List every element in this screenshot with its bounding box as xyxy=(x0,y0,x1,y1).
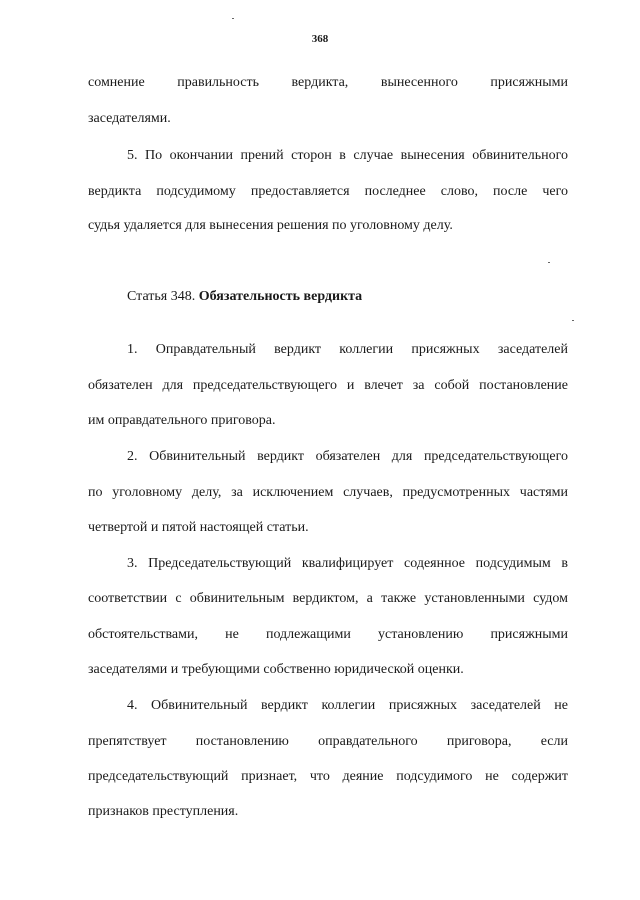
text-line: заседателями и требующими собственно юридической оценки. xyxy=(88,662,464,677)
text-line: обстоятельствами, не подлежащими установлению присяжными xyxy=(88,627,568,642)
text-line: 4. Обвинительный вердикт коллегии присяжных заседателей не xyxy=(127,698,568,713)
text-line: обязателен для председательствующего и влечет за собой постановление xyxy=(88,378,568,393)
text-line: признаков преступления. xyxy=(88,804,239,819)
text-line: председательствующий признает, что деяние подсудимого не содержит xyxy=(88,769,568,784)
text-line: препятствует постановлению оправдательного приговора, если xyxy=(88,734,568,749)
text-line: 1. Оправдательный вердикт коллегии присяжных заседателей xyxy=(127,342,568,357)
text-line: соответствии с обвинительным вердиктом, а также установленными судом xyxy=(88,591,568,606)
text-line: заседателями. xyxy=(88,111,171,126)
article-heading xyxy=(127,288,362,306)
text-line: им оправдательного приговора. xyxy=(88,413,276,428)
text-line: 2. Обвинительный вердикт обязателен для председательствующего xyxy=(127,449,568,464)
text-line: сомнение правильность вердикта, вынесенного присяжными xyxy=(88,75,568,90)
text-line: по уголовному делу, за исключением случаев, предусмотренных частями xyxy=(88,485,568,500)
article-number: Статья 348. xyxy=(127,289,196,304)
text-line: 5. По окончании прений сторон в случае вынесения обвинительного xyxy=(127,148,568,163)
scan-speck xyxy=(232,18,234,19)
page-number: 368 xyxy=(311,33,329,45)
scan-speck xyxy=(548,262,550,263)
article-title: Обязательность вердикта xyxy=(198,289,363,304)
text-line: вердикта подсудимому предоставляется последнее слово, после чего xyxy=(88,184,568,199)
text-line: четвертой и пятой настоящей статьи. xyxy=(88,520,309,535)
scan-speck xyxy=(572,320,574,321)
text-line: 3. Председательствующий квалифицирует содеянное подсудимым в xyxy=(127,556,568,571)
text-line: судья удаляется для вынесения решения по уголовному делу. xyxy=(88,218,453,233)
